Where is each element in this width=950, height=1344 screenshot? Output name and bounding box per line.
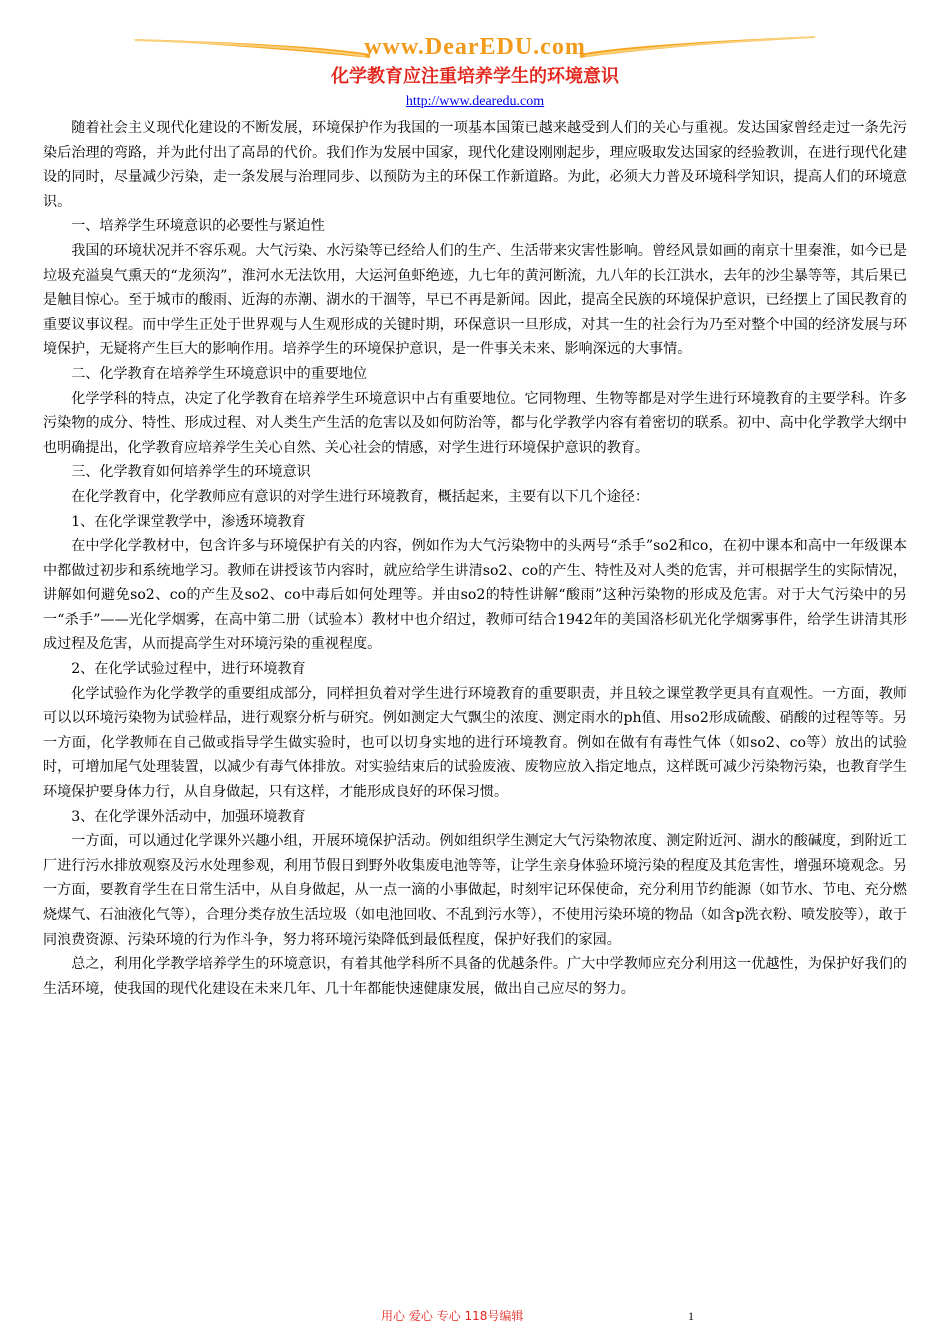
footer-text: 用心 爱心 专心 118号编辑 [381,1309,524,1323]
page-number: 1 [688,1309,694,1323]
site-banner [130,30,820,66]
body-paragraph: 一方面，可以通过化学课外兴趣小组，开展环境保护活动。例如组织学生测定大气污染物浓度、测定附近河、湖水的酸碱度，到附近工厂进行污水排放观察及污水处理参观，利用节假日到野外收集废电池等等，让学生亲身体验环境污染的程度及其危害性，增强环境观念。另一方面，要教育学生在日常生活中，从自身做起，从一点一滴的小事做起，时刻牢记环保使命，充分利用节约能源（如节水、节电、充分燃烧煤气、石油液化气等），合理分类存放生活垃圾（如电池回收、不乱到污水等），不使用污染环境的物品（如含p洗衣粉、喷发胶等），敢于同浪费资源、污染环境的行为作斗争，努力将环境污染降低到最低程度，保护好我们的家园。 [43,833,907,948]
body-paragraph: 在中学化学教材中，包含许多与环境保护有关的内容，例如作为大气污染物中的头两号“杀手”so2和co，在初中课本和高中一年级课本中都做过初步和系统地学习。教师在讲授该节内容时，就应给学生讲清so2、co的产生、特性及对人类的危害，并可根据学生的实际情况，讲解如何避免so2、co的产生及so2、co中毒后如何处理等。并由so2的特性讲解“酸雨”这种污染物的形成及危害。对于大气污染中的另一“杀手”——光化学烟雾，在高中第二册（试验本）教材中也介绍过，教师可结合1942年的美国洛杉矶光化学烟雾事件，给学生讲清其形成过程及危害，从而提高学生对环境污染的重视程度。 [43,538,907,653]
source-url-link[interactable]: http://www.dearedu.com [405,94,545,109]
document-body [43,116,907,1001]
banner-logo-text: www.DearEDU.com [364,34,586,60]
source-url-line [0,92,950,112]
document-title: 化学教育应注重培养学生的环境意识 [331,66,619,87]
page-footer [0,1306,950,1326]
subsection-heading-1: 1、在化学课堂教学中，渗透环境教育 [71,513,306,530]
section-heading-3: 三、化学教育如何培养学生的环境意识 [71,464,311,481]
conclusion-paragraph: 总之，利用化学教学培养学生的环境意识，有着其他学科所不具备的优越条件。广大中学教师应充分利用这一优越性，为保护好我们的生活环境，使我国的现代化建设在未来几年、几十年都能快速健康发展，做出自己应尽的努力。 [43,956,907,997]
subsection-heading-2: 2、在化学试验过程中，进行环境教育 [71,661,306,678]
body-paragraph: 在化学教育中，化学教师应有意识的对学生进行环境教育，概括起来，主要有以下几个途径： [71,488,650,505]
intro-paragraph: 随着社会主义现代化建设的不断发展，环境保护作为我国的一项基本国策已越来越受到人们的关心与重视。发达国家曾经走过一条先污染后治理的弯路，并为此付出了高昂的代价。我们作为发展中国家，现代化建设刚刚起步，理应吸取发达国家的经验教训，在进行现代化建设的同时，尽量减少污染，走一条发展与治理同步、以预防为主的环保工作新道路。为此，必须大力普及环境科学知识，提高人们的环境意识。 [43,120,907,210]
body-paragraph: 我国的环境状况并不容乐观。大气污染、水污染等已经给人们的生产、生活带来灾害性影响。曾经风景如画的南京十里秦淮，如今已是垃圾充溢臭气熏天的“龙须沟”，淮河水无法饮用，大运河鱼虾绝迹，九七年的黄河断流，九八年的长江洪水，去年的沙尘暴等等，其后果已是触目惊心。至于城市的酸雨、近海的赤潮、湖水的干涸等，早已不再是新闻。因此，提高全民族的环境保护意识，已经摆上了国民教育的重要议事议程。而中学生正处于世界观与人生观形成的关键时期，环保意识一旦形成，对其一生的社会行为乃至对整个中国的经济发展与环境保护，无疑将产生巨大的影响作用。培养学生的环境保护意识，是一件事关未来、影响深远的大事情。 [43,242,907,358]
section-heading-2: 二、化学教育在培养学生环境意识中的重要地位 [71,365,368,382]
section-heading-1: 一、培养学生环境意识的必要性与紧迫性 [71,218,325,235]
subsection-heading-3: 3、在化学课外活动中，加强环境教育 [71,808,306,825]
body-paragraph: 化学学科的特点，决定了化学教育在培养学生环境意识中占有重要地位。它同物理、生物等都是对学生进行环境教育的主要学科。许多污染物的成分、特性、形成过程、对人类生产生活的危害以及如何防治等，都与化学教学内容有着密切的联系。初中、高中化学教学大纲中也明确提出，化学教育应培养学生关心自然、关心社会的情感，对学生进行环境保护意识的教育。 [43,390,907,456]
body-paragraph: 化学试验作为化学教学的重要组成部分，同样担负着对学生进行环境教育的重要职责，并且较之课堂教学更具有直观性。一方面，教师可以以环境污染物为试验样品，进行观察分析与研究。例如测定大气飘尘的浓度、测定雨水的ph值、用so2形成硫酸、硝酸的过程等等。另一方面，化学教师在自己做或指导学生做实验时，也可以切身实地的进行环境教育。例如在做有有毒性气体（如so2、co等）放出的试验时，可增加尾气处理装置，以减少有毒气体排放。对实验结束后的试验废液、废物应放入指定地点，这样既可减少污染物污染，也教育学生环境保护要身体力行，从自身做起，只有这样，才能形成良好的环保习惯。 [43,685,907,801]
